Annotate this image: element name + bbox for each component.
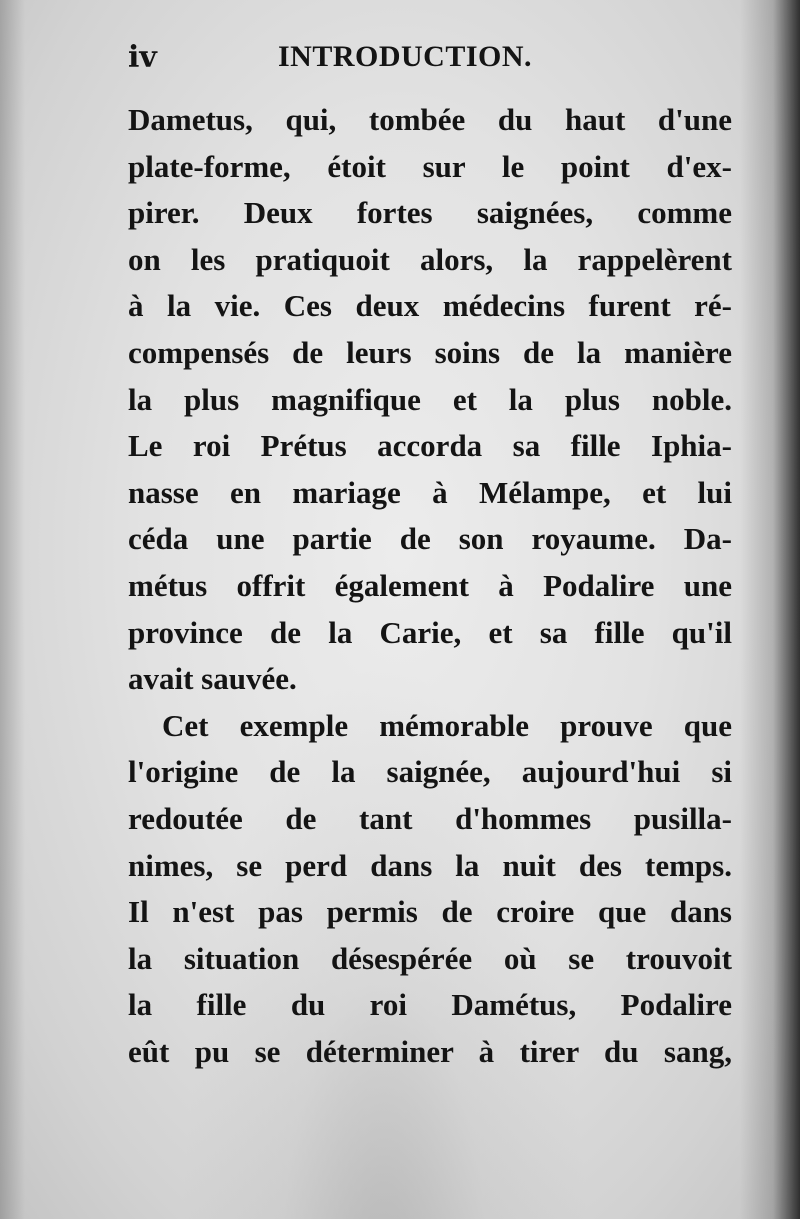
running-title: INTRODUCTION.: [278, 40, 533, 73]
text-line: plate-forme, étoit sur le point d'ex-: [128, 148, 732, 184]
text-line: Il n'est pas permis de croire que dans: [128, 894, 732, 930]
text-line: Le roi Prétus accorda sa fille Iphia-: [128, 428, 732, 464]
text-line: Cet exemple mémorable prouve que: [162, 707, 732, 743]
text-line: on les pratiquoit alors, la rappelèrent: [128, 241, 732, 277]
text-line: redoutée de tant d'hommes pusilla-: [128, 800, 732, 836]
page-number: iv: [128, 40, 157, 75]
text-line: la situation désespérée où se trouvoit: [128, 940, 732, 976]
page-header: [128, 38, 728, 82]
text-line: la plus magnifique et la plus noble.: [128, 381, 732, 417]
text-line: à la vie. Ces deux médecins furent ré-: [128, 288, 732, 324]
text-line: compensés de leurs soins de la manière: [128, 334, 732, 370]
text-line: la fille du roi Damétus, Podalire: [128, 987, 732, 1023]
paragraph-1: [128, 97, 732, 703]
text-line: Dametus, qui, tombée du haut d'une: [128, 102, 732, 137]
text-line: nasse en mariage à Mélampe, et lui: [128, 474, 732, 510]
text-line: céda une partie de son royaume. Da-: [128, 521, 732, 557]
text-line: pirer. Deux fortes saignées, comme: [128, 195, 732, 231]
body-text: [128, 97, 732, 1075]
text-line: nimes, se perd dans la nuit des temps.: [128, 847, 732, 883]
text-line: province de la Carie, et sa fille qu'il: [128, 614, 732, 650]
text-line: métus offrit également à Podalire une: [128, 567, 732, 603]
text-line: eût pu se déterminer à tirer du sang,: [128, 1033, 732, 1069]
text-line: avait sauvée.: [128, 661, 297, 697]
page-left-shadow: [0, 0, 25, 1219]
paragraph-2: [128, 703, 732, 1076]
text-line: l'origine de la saignée, aujourd'hui si: [128, 754, 732, 790]
page-binding-shadow: [740, 0, 800, 1219]
